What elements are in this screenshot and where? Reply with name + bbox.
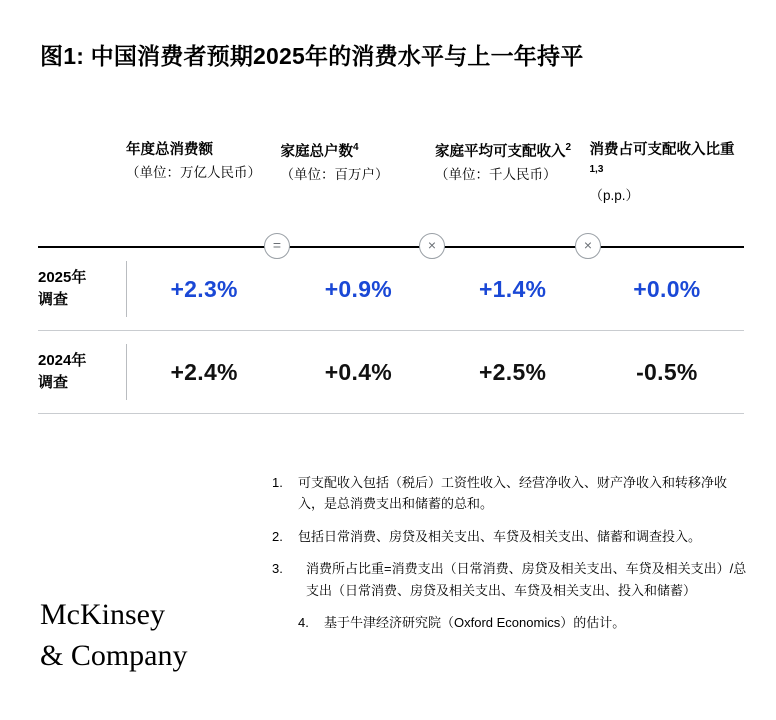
cell-2025-total-consumption: +2.3% bbox=[170, 275, 238, 302]
table-header-row bbox=[38, 140, 744, 240]
table-bottom-divider bbox=[38, 413, 744, 414]
operator-multiply-icon-2: × bbox=[575, 233, 601, 259]
page-title: 图1: 中国消费者预期2025年的消费水平与上一年持平 bbox=[40, 43, 584, 69]
mckinsey-logo bbox=[40, 595, 188, 676]
cell-2025-disposable-income: +1.4% bbox=[478, 275, 547, 302]
footnote-ref-1-3: 1,3 bbox=[589, 163, 604, 175]
column-header-disposable-income: 家庭平均可支配收入$^2$ （单位：千人民币） bbox=[435, 142, 572, 182]
table-row-2025 bbox=[38, 248, 744, 330]
cell-2024-disposable-income: +2.5% bbox=[478, 358, 547, 385]
comparison-table bbox=[38, 140, 744, 414]
row-label-2025: 2025年 调查 bbox=[38, 269, 87, 308]
row-cells-2025 bbox=[126, 261, 744, 317]
operator-equals-icon: = bbox=[264, 233, 290, 259]
cell-2025-households: +0.9% bbox=[324, 275, 393, 302]
footnotes bbox=[272, 472, 750, 645]
operator-multiply-icon-1: × bbox=[419, 233, 445, 259]
logo-line-1: McKinsey bbox=[40, 598, 165, 631]
footnote-ref-2: 2 bbox=[565, 142, 572, 153]
column-header-households: 家庭总户数$^4$ （单位：百万户） bbox=[280, 142, 389, 182]
cell-2024-total-consumption: +2.4% bbox=[170, 358, 238, 385]
header-rule bbox=[38, 237, 744, 253]
row-label-2024: 2024年 调查 bbox=[38, 352, 87, 391]
footnote-4: 4. 基于牛津经济研究院（Oxford Economics）的估计。 bbox=[298, 615, 626, 631]
footnote-1: 1. 可支配收入包括（税后）工资性收入、经营净收入、财产净收入和转移净收入，是总消费支出和储蓄的总和。 bbox=[272, 475, 728, 512]
column-header-total-consumption: 年度总消费额 （单位：万亿人民币） bbox=[126, 142, 261, 180]
footnote-3: 3. 消费所占比重=消费支出（日常消费、房贷及相关支出、车贷及相关支出）/总支出（日常消费、房贷及相关支出、车贷及相关支出、投入和储蓄） bbox=[272, 561, 747, 598]
logo-line-2: & Company bbox=[40, 638, 188, 672]
cell-2024-consumption-share: -0.5% bbox=[636, 358, 698, 385]
row-cells-2024 bbox=[126, 344, 744, 400]
table-row-2024 bbox=[38, 331, 744, 413]
footnote-2: 2. 包括日常消费、房贷及相关支出、车贷及相关支出、储蓄和调查投入。 bbox=[272, 528, 702, 544]
cell-2025-consumption-share: +0.0% bbox=[633, 275, 701, 302]
footnote-ref-4: 4 bbox=[353, 142, 359, 153]
cell-2024-households: +0.4% bbox=[324, 358, 393, 385]
column-header-consumption-share: 消费占可支配收入比重$^{1,3}$ （p.p.） bbox=[589, 142, 735, 204]
